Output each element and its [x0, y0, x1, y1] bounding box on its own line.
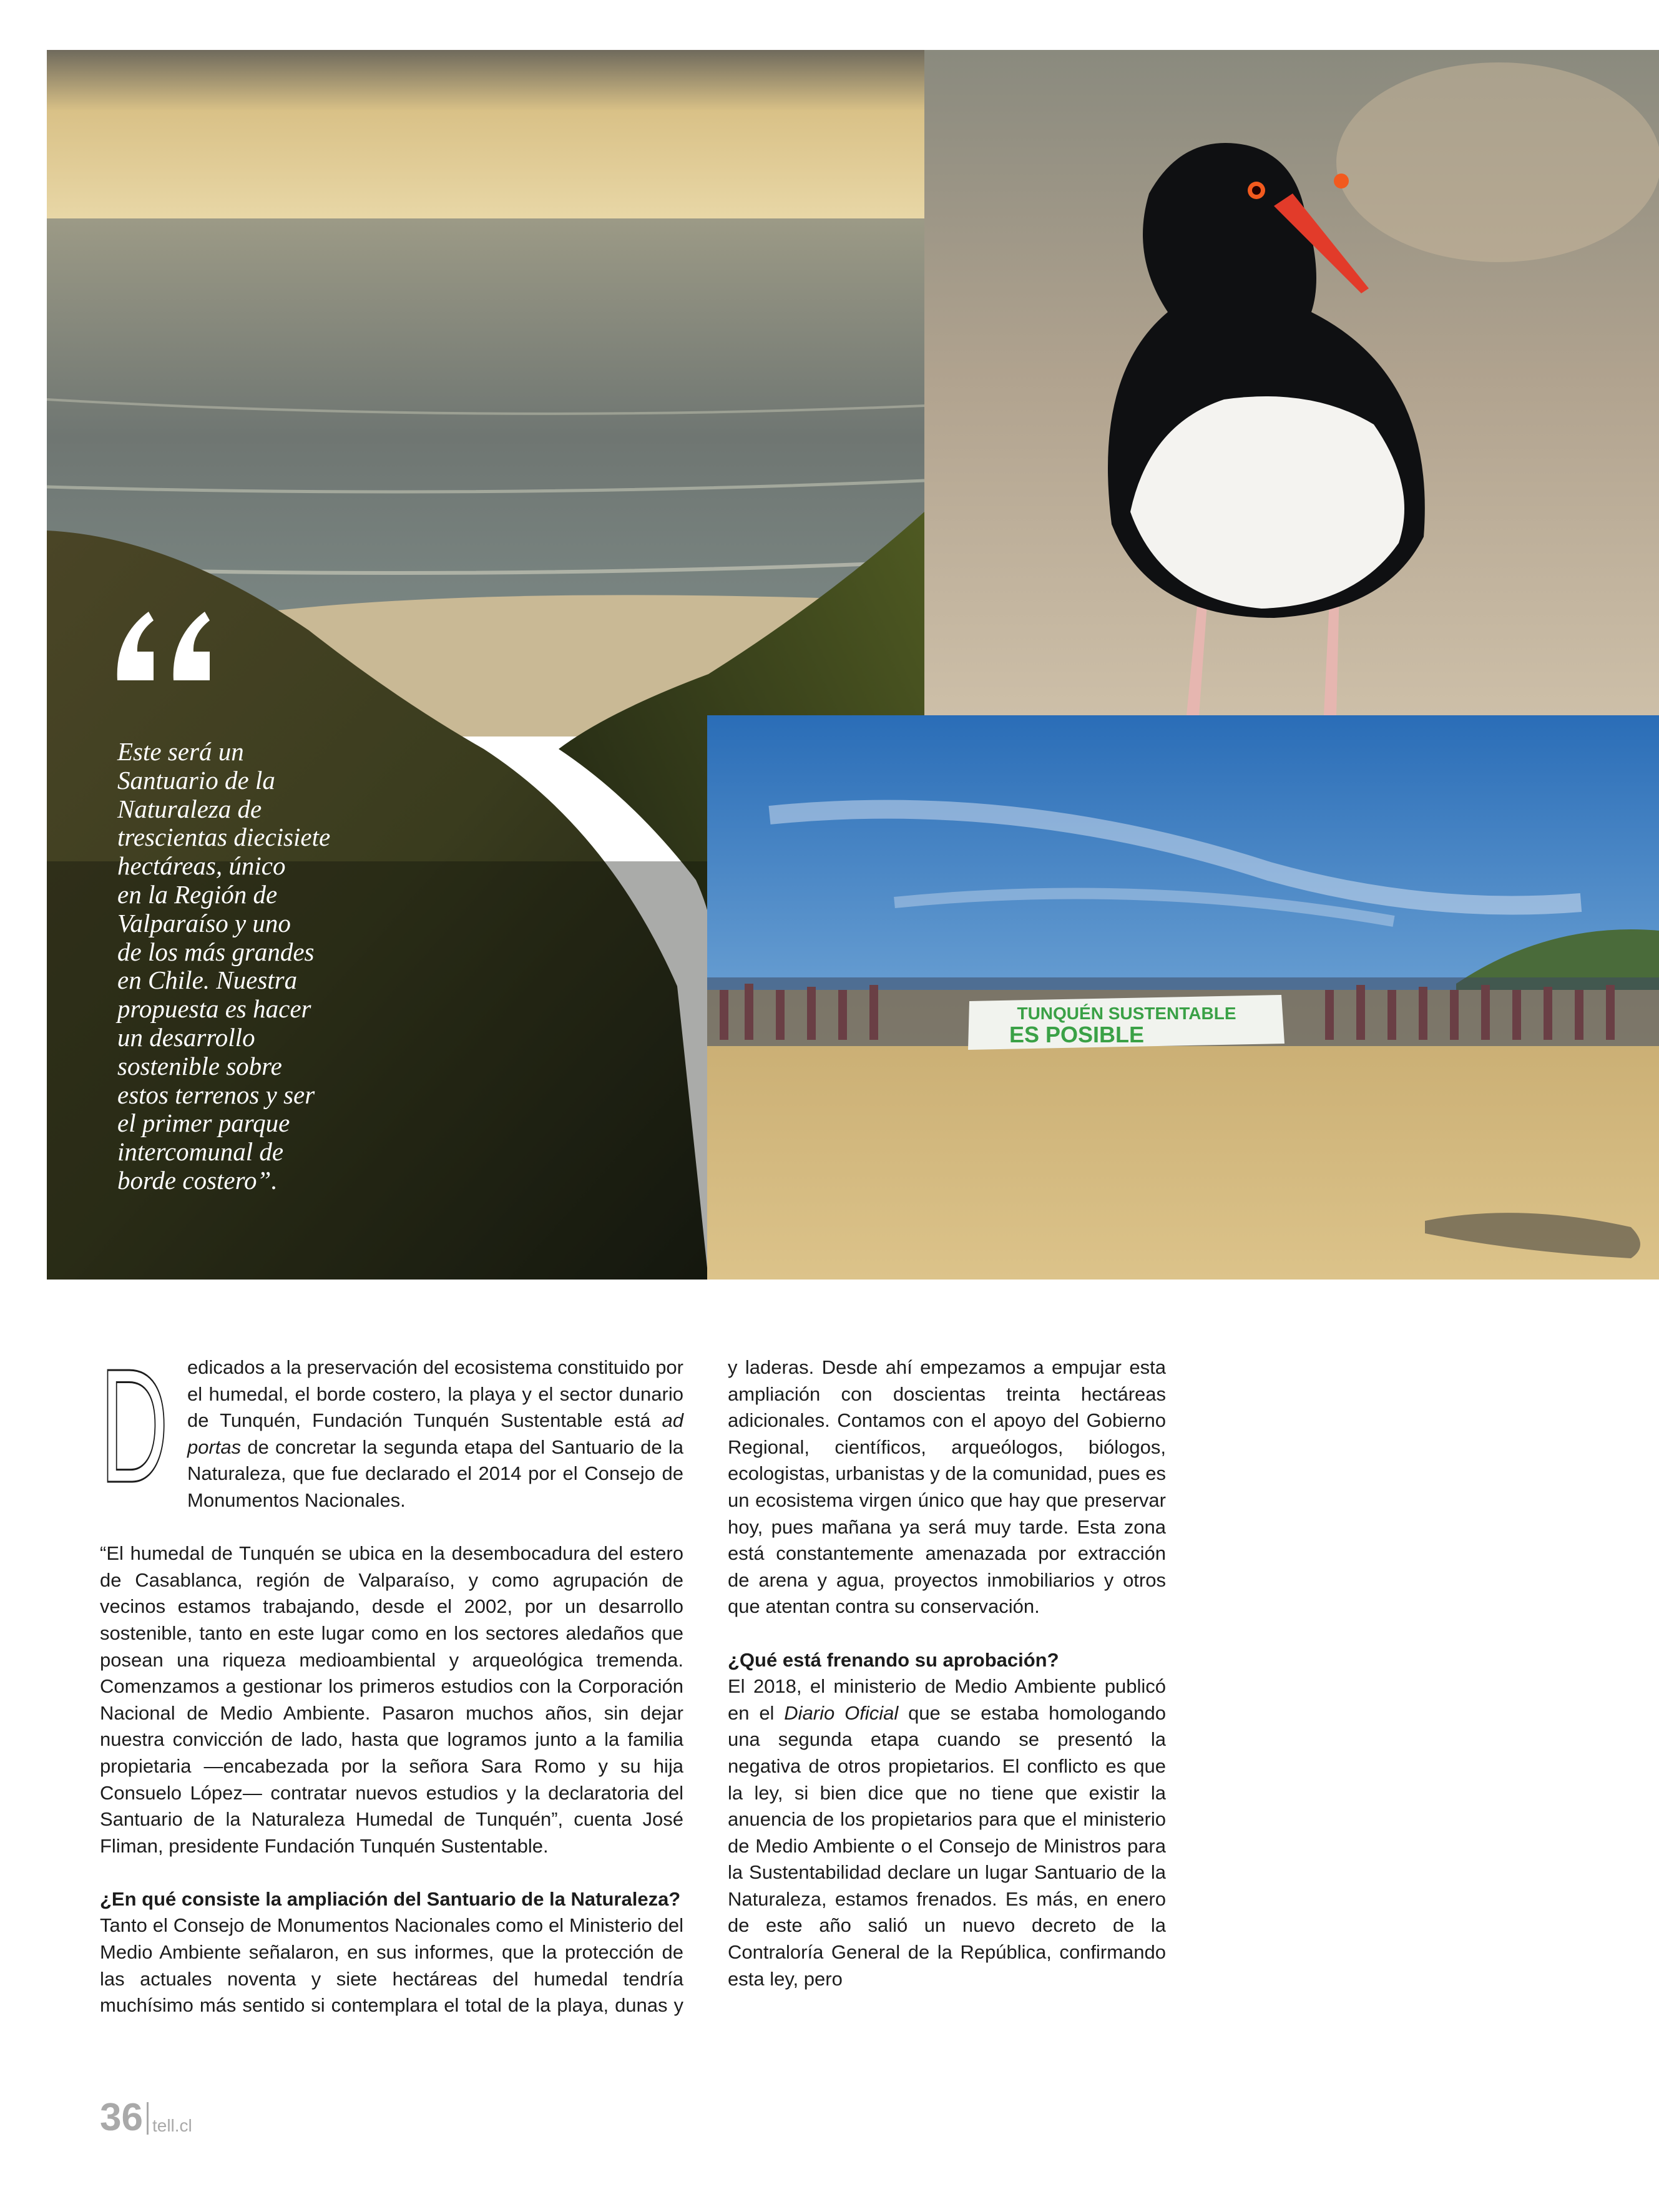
pull-quote	[117, 738, 379, 1195]
intro-text: edicados a la preservación del ecosistema constituido por el humedal, el borde costero, la playa y el sector dunario de Tunquén, Fundación Tunquén Sustentable está	[187, 1356, 683, 1432]
folio-divider	[147, 2102, 149, 2135]
paragraph-italic: Diario Oficial	[784, 1701, 899, 1724]
body-paragraph: Tanto el Consejo de Monumentos Nacionales como el Ministerio del Medio Ambiente señalaron, en sus informes, que la protección de las actuales noventa y siete hectáreas del humedal tendría muchísimo más sentido si contemplara el total de la playa, dunas y	[100, 1914, 683, 2017]
bird-illustration	[924, 50, 1659, 715]
quote-line: un desarrollo	[117, 1022, 255, 1052]
section-heading: ¿Qué está frenando su aprobación?	[728, 1648, 1059, 1671]
quote-line: borde costero”.	[117, 1165, 278, 1195]
page-number: 36	[100, 2096, 143, 2139]
quote-line: Valparaíso y uno	[117, 908, 291, 937]
body-paragraph	[728, 1673, 1166, 1992]
quote-line: hectáreas, único	[117, 851, 286, 881]
banner-line-2: ES POSIBLE	[1009, 1022, 1145, 1047]
paragraph-start: El 2018, el ministerio de Medio Ambiente publicó en el	[728, 1675, 1166, 1724]
quotation-mark-icon	[112, 599, 218, 705]
section-heading: ¿En qué consiste la ampliación del Santuario de la Naturaleza?	[100, 1887, 681, 1910]
magazine-site: tell.cl	[152, 2116, 192, 2135]
quote-line: Santuario de la	[117, 765, 275, 795]
body-paragraph: “El humedal de Tunquén se ubica en la desembocadura del estero de Casablanca, región de Valparaíso, y como agrupación de vecinos estamos trabajando, desde el 2002, por un desarrollo sostenible, tanto en este lugar como en los sectores aledaños que posean una riqueza medioambiental y arqueológica tremenda. Comenzamos a gestionar los primeros estudios con la Corporación Nacional de Medio Ambiente. Pasaron muchos años, sin dejar nuestra convicción de lado, hasta que logramos junto a la familia propietaria —encabezada por la señora Sara Romo y su hija Consuelo López— contratar nuevos estudios y la declaratoria del Santuario de la Naturaleza Humedal de Tunquén”, cuenta José Fliman, presidente Fundación Tunquén Sustentable.	[100, 1542, 683, 1857]
intro-text-end: de concretar la segunda etapa del Santuario de la Naturaleza, que fue declarado el 2014 por el Consejo de Monumentos Nacionales.	[187, 1436, 683, 1511]
quote-line: sostenible sobre	[117, 1051, 282, 1080]
page-folio	[100, 2098, 192, 2137]
quote-line: trescientas diecisiete	[117, 823, 331, 852]
oystercatcher-bird-photo	[924, 50, 1659, 715]
quote-line: Este será un	[117, 737, 244, 766]
quote-line: en la Región de	[117, 879, 278, 909]
body-paragraph-continued: y laderas. Desde ahí empezamos a empujar esta ampliación con doscientas treinta hectáreas adicionales. Contamos con el apoyo del Gobierno Regional, científicos, arqueólogos, biólogos, ecologistas, urbanistas y de la comunidad, pues es un ecosistema virgen único que hay que preservar hoy, pues mañana ya será muy tarde. Esta zona está constantemente amenazada por extracción de arena y agua, proyectos inmobiliarios y otros que atentan contra su conservación.	[728, 1356, 1166, 1618]
article-column-left	[100, 1354, 683, 2019]
crowd-illustration	[707, 715, 1659, 1280]
dropcap-glyph: D	[100, 1359, 169, 1492]
quote-line: Naturaleza de	[117, 794, 262, 823]
dropcap-letter	[100, 1359, 170, 1492]
quote-line: estos terrenos y ser	[117, 1080, 315, 1109]
quote-line: de los más grandes	[117, 937, 315, 966]
paragraph-end: que se estaba homologando una segunda etapa cuando se presentó la negativa de otros propietarios. El conflicto es que la ley, si bien dice que no tiene que existir la anuencia de los propietarios para que el ministerio de Medio Ambiente o el Consejo de Ministros para la Sustentabilidad declare un lugar Santuario de la Naturaleza, estamos frenados. Es más, en enero de este año salió un nuevo decreto de la Contraloría General de la República, confirmando esta ley, pero	[728, 1701, 1166, 1990]
quote-line: el primer parque	[117, 1108, 290, 1138]
intro-italic: ad portas	[187, 1409, 683, 1458]
article-column-right	[728, 1354, 1166, 1992]
quote-line: intercomunal de	[117, 1137, 284, 1167]
intro-paragraph	[100, 1354, 683, 1514]
crowd-beach-photo	[707, 715, 1659, 1280]
banner-line-1: TUNQUÉN SUSTENTABLE	[1017, 1004, 1236, 1023]
quote-line: propuesta es hacer	[117, 994, 311, 1024]
quote-line: en Chile. Nuestra	[117, 966, 298, 995]
